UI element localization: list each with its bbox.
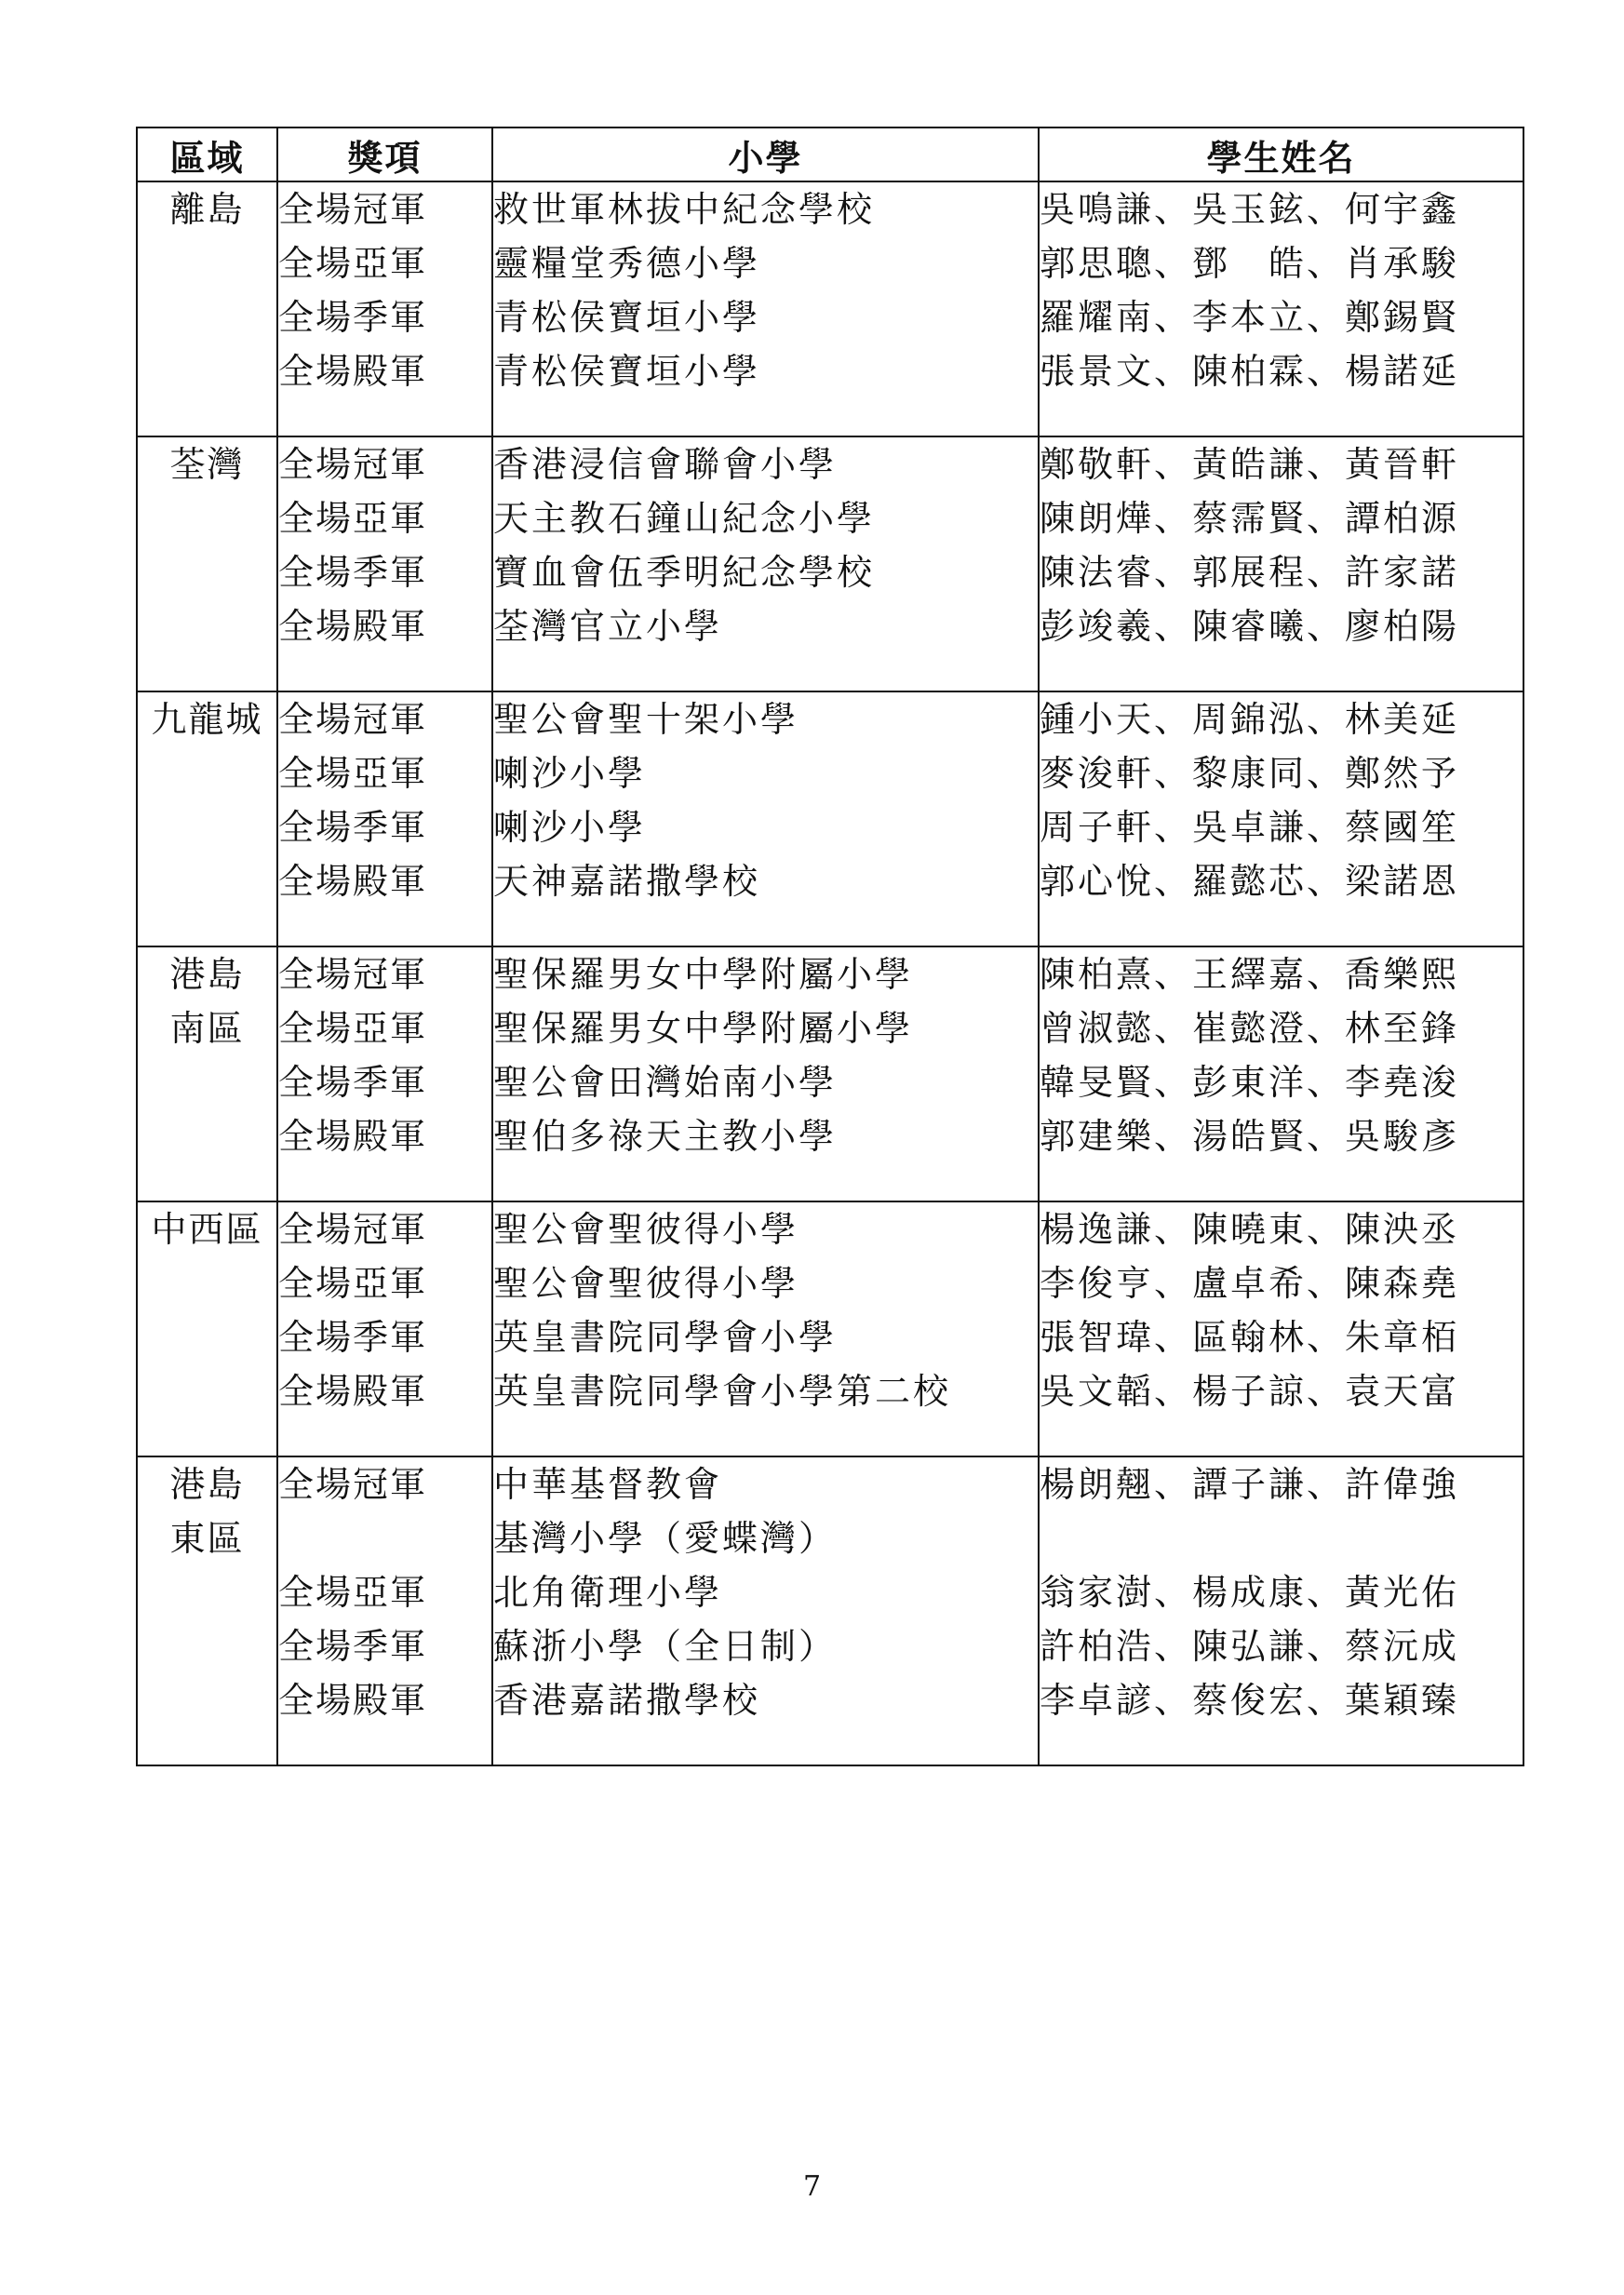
student-names: 鍾小天、周錦泓、林美延 xyxy=(1040,699,1460,740)
student-names: 張景文、陳柏霖、楊諾延 xyxy=(1040,351,1460,392)
cell-bottom-padding xyxy=(278,908,491,946)
student-names: 郭建樂、湯皓賢、吳駿彥 xyxy=(1040,1116,1460,1157)
school-name: 聖保羅男女中學附屬小學 xyxy=(493,1008,914,1049)
table-row xyxy=(137,946,1523,1201)
award-label: 全場殿軍 xyxy=(278,861,428,902)
award-label: 全場冠軍 xyxy=(278,699,428,740)
region-name: 九龍城 xyxy=(151,699,263,740)
student-names: 曾淑懿、崔懿澄、林至鋒 xyxy=(1040,1008,1460,1049)
cell-bottom-padding xyxy=(1040,1727,1523,1765)
student-names: 韓旻賢、彭東洋、李堯浚 xyxy=(1040,1062,1460,1103)
cell-bottom-padding xyxy=(278,653,491,691)
cell-bottom-padding xyxy=(493,1163,1038,1201)
student-names: 羅耀南、李本立、鄭錫賢 xyxy=(1040,297,1460,338)
school-name: 基灣小學（愛蝶灣） xyxy=(493,1518,838,1559)
region-cell xyxy=(137,181,277,436)
header-award: 獎項 xyxy=(277,128,492,181)
school-name: 荃灣官立小學 xyxy=(493,606,723,647)
award-cell xyxy=(277,181,492,436)
page-number: 7 xyxy=(802,2170,822,2203)
student-names: 許柏浩、陳弘謙、蔡沅成 xyxy=(1040,1626,1460,1667)
cell-bottom-padding xyxy=(278,398,491,436)
cell-bottom-padding xyxy=(278,1418,491,1456)
school-name: 喇沙小學 xyxy=(493,807,647,848)
school-name: 聖伯多祿天主教小學 xyxy=(493,1116,838,1157)
table-row xyxy=(137,1456,1523,1765)
table-row xyxy=(137,1201,1523,1456)
award-label: 全場季軍 xyxy=(278,552,428,593)
school-name: 寶血會伍季明紀念學校 xyxy=(493,552,876,593)
table-row xyxy=(137,691,1523,946)
cell-bottom-padding xyxy=(1040,908,1523,946)
students-cell xyxy=(1039,1456,1523,1765)
region-name: 東區 xyxy=(169,1518,245,1559)
student-names: 張智瑋、區翰林、朱章栢 xyxy=(1040,1317,1460,1358)
student-names: 陳朗燁、蔡霈賢、譚柏源 xyxy=(1040,498,1460,539)
award-label: 全場殿軍 xyxy=(278,606,428,647)
award-label: 全場殿軍 xyxy=(278,1116,428,1157)
award-cell xyxy=(277,691,492,946)
award-label: 全場季軍 xyxy=(278,1626,428,1667)
table-row xyxy=(137,436,1523,691)
award-label: 全場殿軍 xyxy=(278,1680,428,1721)
school-name: 蘇浙小學（全日制） xyxy=(493,1626,838,1667)
school-cell xyxy=(492,946,1039,1201)
region-cell xyxy=(137,946,277,1201)
student-names: 吳文韜、楊子諒、袁天富 xyxy=(1040,1371,1460,1412)
students-cell xyxy=(1039,691,1523,946)
school-name: 香港浸信會聯會小學 xyxy=(493,444,838,485)
school-name: 北角衛理小學 xyxy=(493,1572,723,1613)
student-names: 鄭敬軒、黃皓謙、黃晉軒 xyxy=(1040,444,1460,485)
school-name: 青松侯寶垣小學 xyxy=(493,351,761,392)
table-row xyxy=(137,181,1523,436)
region-name: 中西區 xyxy=(151,1209,263,1250)
school-name: 中華基督教會 xyxy=(493,1464,723,1505)
cell-bottom-padding xyxy=(278,1727,491,1765)
student-names: 陳柏熹、王繹嘉、喬樂熙 xyxy=(1040,954,1460,995)
award-label: 全場冠軍 xyxy=(278,1464,428,1505)
award-label: 全場冠軍 xyxy=(278,444,428,485)
school-name: 救世軍林拔中紀念學校 xyxy=(493,189,876,230)
region-name: 離島 xyxy=(169,189,245,230)
cell-bottom-padding xyxy=(493,908,1038,946)
award-label: 全場冠軍 xyxy=(278,189,428,230)
award-label: 全場冠軍 xyxy=(278,954,428,995)
school-cell xyxy=(492,691,1039,946)
students-cell xyxy=(1039,946,1523,1201)
award-label: 全場季軍 xyxy=(278,1062,428,1103)
cell-bottom-padding xyxy=(1040,1163,1523,1201)
student-names: 彭竣羲、陳睿曦、廖柏陽 xyxy=(1040,606,1460,647)
region-cell xyxy=(137,1201,277,1456)
award-label: 全場亞軍 xyxy=(278,498,428,539)
school-name: 香港嘉諾撒學校 xyxy=(493,1680,761,1721)
student-names: 李俊亨、盧卓希、陳森堯 xyxy=(1040,1263,1460,1304)
award-label: 全場亞軍 xyxy=(278,1008,428,1049)
school-name: 靈糧堂秀德小學 xyxy=(493,243,761,284)
student-names: 陳法睿、郭展程、許家諾 xyxy=(1040,552,1460,593)
award-cell xyxy=(277,1201,492,1456)
table-body xyxy=(137,181,1523,1765)
school-name: 英皇書院同學會小學第二校 xyxy=(493,1371,952,1412)
school-name: 青松侯寶垣小學 xyxy=(493,297,761,338)
school-cell xyxy=(492,1456,1039,1765)
school-name: 天主教石鐘山紀念小學 xyxy=(493,498,876,539)
student-names: 吳鳴謙、吳玉鉉、何宇鑫 xyxy=(1040,189,1460,230)
cell-bottom-padding xyxy=(493,653,1038,691)
award-label: 全場亞軍 xyxy=(278,243,428,284)
cell-bottom-padding xyxy=(1040,1418,1523,1456)
students-spacer xyxy=(1040,1511,1523,1565)
award-label: 全場亞軍 xyxy=(278,1572,428,1613)
cell-bottom-padding xyxy=(1040,398,1523,436)
students-cell xyxy=(1039,181,1523,436)
student-names: 楊朗翹、譚子謙、許偉強 xyxy=(1040,1464,1460,1505)
award-cell xyxy=(277,436,492,691)
student-names: 郭思聰、鄧 皓、肖承駿 xyxy=(1040,243,1460,284)
award-label: 全場季軍 xyxy=(278,1317,428,1358)
school-cell xyxy=(492,181,1039,436)
school-name: 聖公會聖彼得小學 xyxy=(493,1209,799,1250)
student-names: 麥浚軒、黎康同、鄭然予 xyxy=(1040,753,1460,794)
region-cell xyxy=(137,436,277,691)
region-name: 荃灣 xyxy=(169,444,245,485)
award-label: 全場殿軍 xyxy=(278,351,428,392)
school-name: 聖公會田灣始南小學 xyxy=(493,1062,838,1103)
award-cell xyxy=(277,1456,492,1765)
award-spacer xyxy=(278,1511,491,1565)
school-name: 聖公會聖十架小學 xyxy=(493,699,799,740)
cell-bottom-padding xyxy=(493,1727,1038,1765)
student-names: 李卓諺、蔡俊宏、葉穎臻 xyxy=(1040,1680,1460,1721)
region-name: 港島 xyxy=(169,1464,245,1505)
table-header-row xyxy=(137,128,1523,181)
school-name: 天神嘉諾撒學校 xyxy=(493,861,761,902)
region-name: 南區 xyxy=(169,1008,245,1049)
award-label: 全場亞軍 xyxy=(278,753,428,794)
student-names: 翁家澍、楊成康、黃光佑 xyxy=(1040,1572,1460,1613)
cell-bottom-padding xyxy=(278,1163,491,1201)
student-names: 郭心悅、羅懿芯、梁諾恩 xyxy=(1040,861,1460,902)
award-label: 全場季軍 xyxy=(278,807,428,848)
students-cell xyxy=(1039,1201,1523,1456)
region-name: 港島 xyxy=(169,954,245,995)
student-names: 楊逸謙、陳曉東、陳泱丞 xyxy=(1040,1209,1460,1250)
award-label: 全場亞軍 xyxy=(278,1263,428,1304)
header-region: 區域 xyxy=(137,128,277,181)
award-cell xyxy=(277,946,492,1201)
cell-bottom-padding xyxy=(493,398,1038,436)
award-label: 全場冠軍 xyxy=(278,1209,428,1250)
region-cell xyxy=(137,1456,277,1765)
header-school: 小學 xyxy=(492,128,1039,181)
header-students: 學生姓名 xyxy=(1039,128,1523,181)
school-cell xyxy=(492,1201,1039,1456)
school-cell xyxy=(492,436,1039,691)
cell-bottom-padding xyxy=(493,1418,1038,1456)
awards-table xyxy=(136,127,1524,1766)
award-label: 全場季軍 xyxy=(278,297,428,338)
cell-bottom-padding xyxy=(1040,653,1523,691)
region-cell xyxy=(137,691,277,946)
school-name: 聖保羅男女中學附屬小學 xyxy=(493,954,914,995)
student-names: 周子軒、吳卓謙、蔡國笙 xyxy=(1040,807,1460,848)
award-label: 全場殿軍 xyxy=(278,1371,428,1412)
school-name: 英皇書院同學會小學 xyxy=(493,1317,838,1358)
students-cell xyxy=(1039,436,1523,691)
school-name: 聖公會聖彼得小學 xyxy=(493,1263,799,1304)
school-name: 喇沙小學 xyxy=(493,753,647,794)
